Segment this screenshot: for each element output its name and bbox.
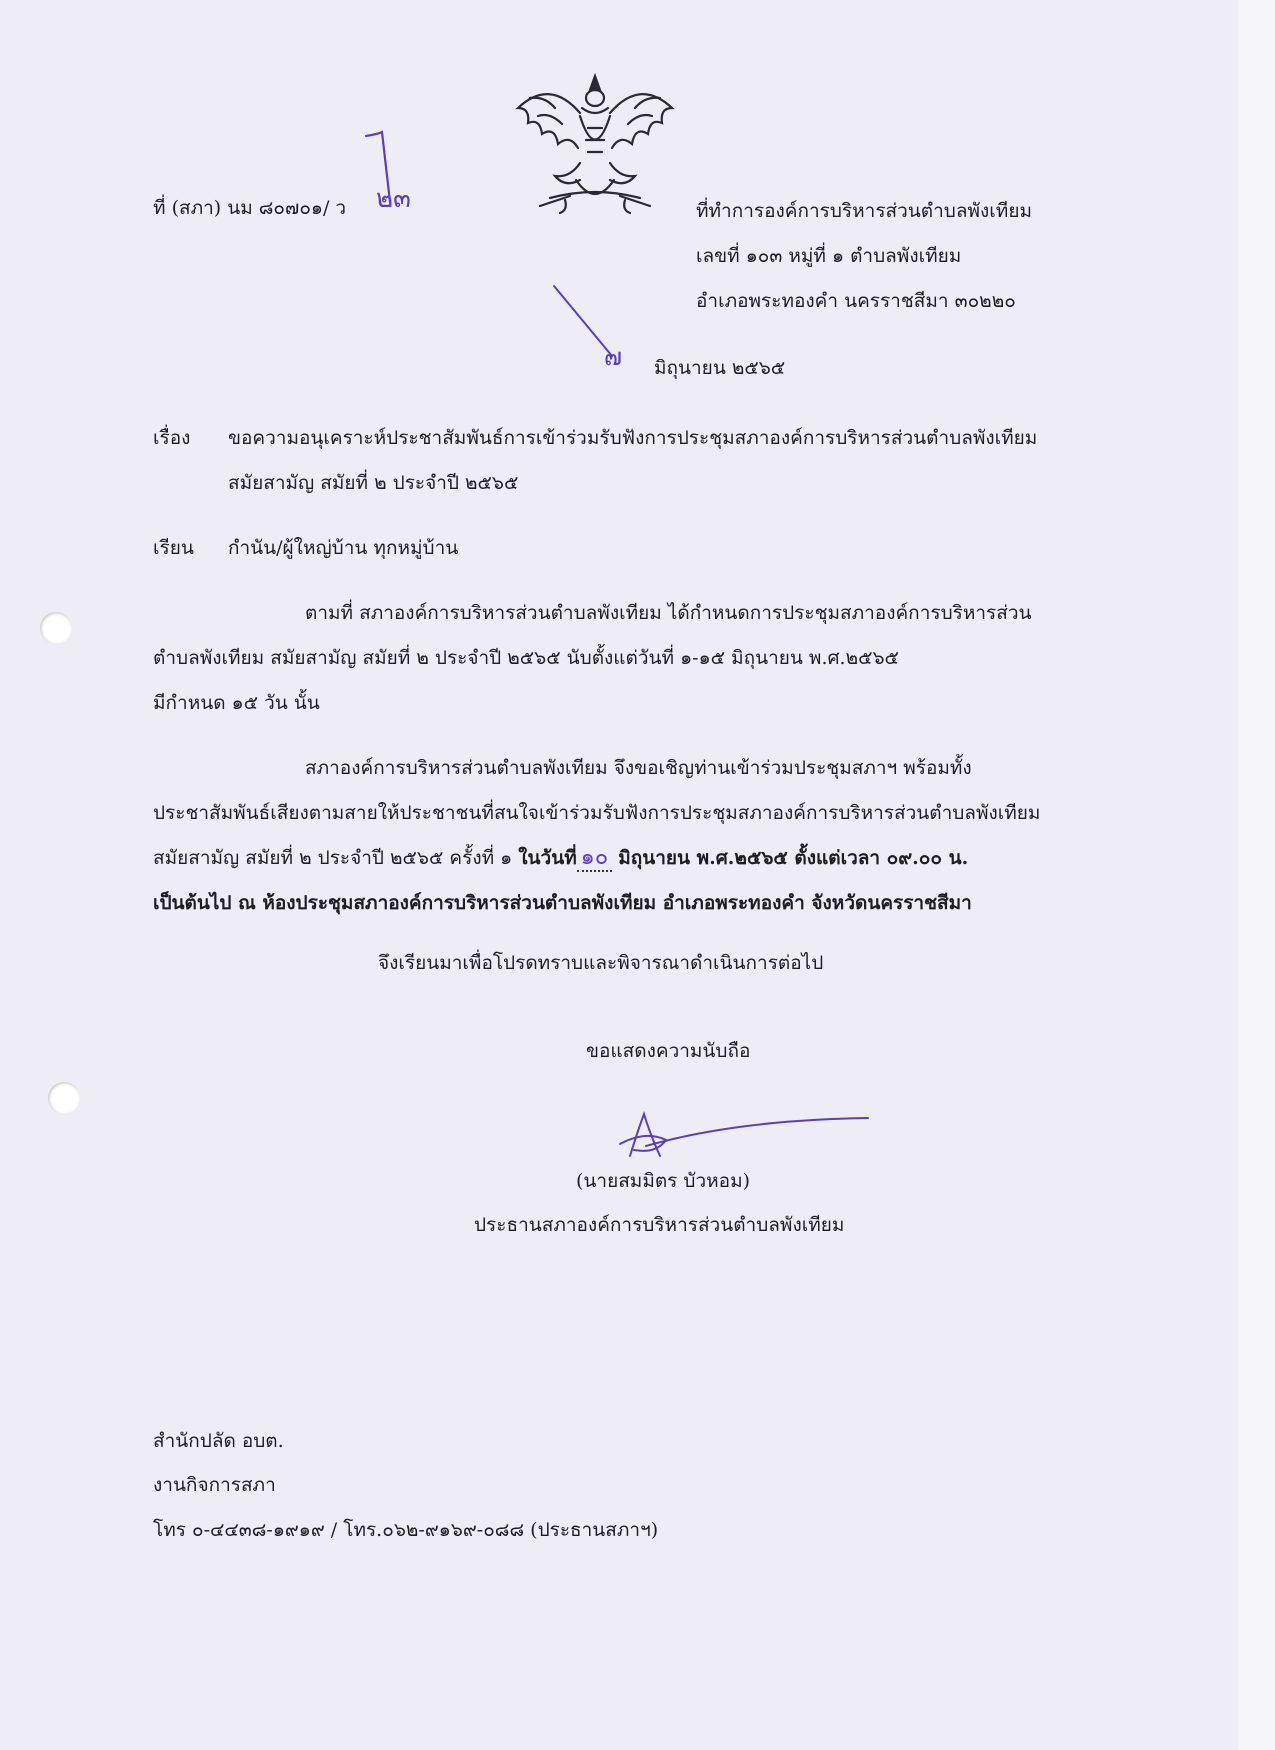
sender-address-line-3: อำเภอพระทองคำ นครราชสีมา ๓๐๒๒๐: [696, 290, 1016, 312]
subject-label: เรื่อง: [153, 427, 191, 449]
footer-office: สำนักปลัด อบต.: [153, 1430, 284, 1452]
sender-address-line-2: เลขที่ ๑๐๓ หมู่ที่ ๑ ตำบลพังเทียม: [696, 245, 962, 267]
sender-address-line-1: ที่ทำการองค์การบริหารส่วนตำบลพังเทียม: [696, 200, 1032, 222]
paragraph-2-line-3: [153, 845, 968, 871]
recipient-label: เรียน: [153, 537, 194, 559]
closing-request: จึงเรียนมาเพื่อโปรดทราบและพิจารณาดำเนินการต่อไป: [378, 952, 824, 974]
subject-line-1: ขอความอนุเคราะห์ประชาสัมพันธ์การเข้าร่วมรับฟังการประชุมสภาองค์การบริหารส่วนตำบลพังเทียม: [228, 427, 1038, 449]
paragraph-2-date-prefix: ในวันที่: [518, 847, 577, 869]
signer-name: (นายสมมิตร บัวหอม): [576, 1170, 751, 1192]
footer-phone: โทร ๐-๔๔๓๘-๑๙๑๙ / โทร.๐๖๒-๙๑๖๙-๐๘๘ (ประธานสภาฯ): [153, 1519, 659, 1541]
garuda-emblem-icon: [510, 68, 680, 218]
signer-title: ประธานสภาองค์การบริหารส่วนตำบลพังเทียม: [474, 1214, 845, 1236]
date-handwritten-day: ๗: [604, 343, 623, 371]
paragraph-1-line-3: มีกำหนด ๑๕ วัน นั้น: [153, 692, 320, 714]
reference-number: ที่ (สภา) นม ๘๐๗๐๑/ ว: [153, 197, 347, 219]
punch-hole-top: [40, 612, 72, 644]
paragraph-2-line-2: ประชาสัมพันธ์เสียงตามสายให้ประชาชนที่สนใจเข้าร่วมรับฟังการประชุมสภาองค์การบริหารส่วนตำบลพังเทียม: [153, 802, 1041, 824]
recipient-text: กำนัน/ผู้ใหญ่บ้าน ทุกหมู่บ้าน: [228, 537, 459, 559]
closing-salutation: ขอแสดงความนับถือ: [586, 1040, 751, 1062]
footer-department: งานกิจการสภา: [153, 1474, 276, 1496]
paragraph-2-line-4: เป็นต้นไป ณ ห้องประชุมสภาองค์การบริหารส่วนตำบลพังเทียม อำเภอพระทองคำ จังหวัดนครราชสีมา: [153, 892, 972, 914]
reference-handwritten-number: ๒๓: [376, 184, 411, 214]
subject-line-2: สมัยสามัญ สมัยที่ ๒ ประจำปี ๒๕๖๕: [228, 472, 519, 494]
paragraph-2-line-1: สภาองค์การบริหารส่วนตำบลพังเทียม จึงขอเชิญท่านเข้าร่วมประชุมสภาฯ พร้อมทั้ง: [305, 757, 972, 779]
handwritten-tick-mark: [360, 128, 400, 208]
paragraph-1-line-2: ตำบลพังเทียม สมัยสามัญ สมัยที่ ๒ ประจำปี ๒๕๖๕ นับตั้งแต่วันที่ ๑-๑๕ มิถุนายน พ.ศ.๒๕๖๕: [153, 647, 899, 669]
paragraph-1-line-1: ตามที่ สภาองค์การบริหารส่วนตำบลพังเทียม ได้กำหนดการประชุมสภาองค์การบริหารส่วน: [305, 602, 1032, 624]
page-edge: [1238, 0, 1275, 1750]
paragraph-2-line-3-plain: สมัยสามัญ สมัยที่ ๒ ประจำปี ๒๕๖๕ ครั้งที่ ๑: [153, 847, 513, 869]
punch-hole-bottom: [48, 1082, 80, 1114]
handwritten-signature: [616, 1110, 876, 1170]
paragraph-2-date-suffix: มิถุนายน พ.ศ.๒๕๖๕ ตั้งแต่เวลา ๐๙.๐๐ น.: [618, 847, 969, 869]
date-text: มิถุนายน ๒๕๖๕: [654, 357, 786, 379]
paragraph-2-handwritten-day: ๑๐: [577, 845, 612, 872]
